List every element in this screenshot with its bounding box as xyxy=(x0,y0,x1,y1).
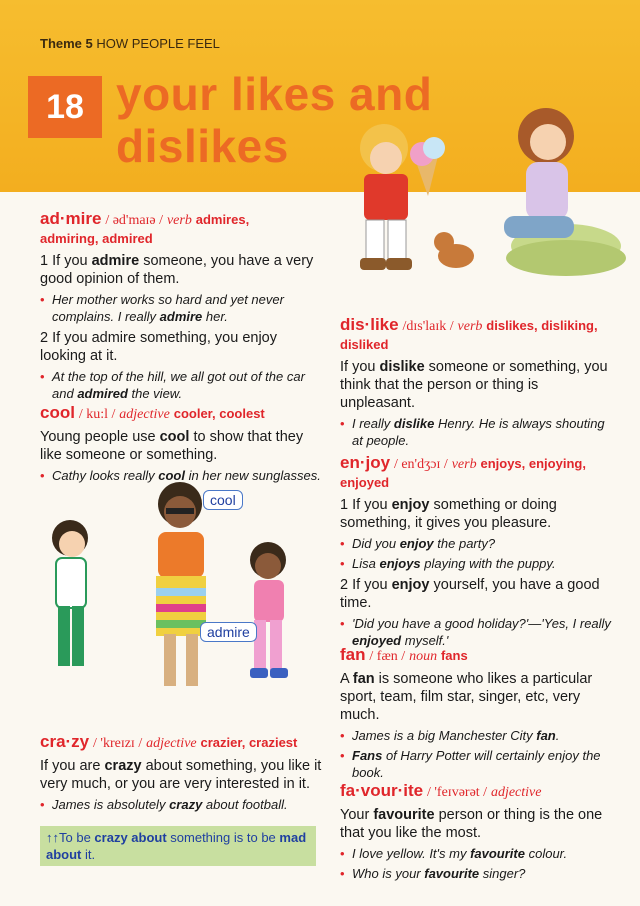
entry-enjoy: en·joy / en'dʒɔɪ / verb enjoys, enjoying, enjoyed 1 If you enjoy something or doing something, it gives you pleasure. • Did you enjoy the party? • Lisa enjoys playing with the puppy. 2 If you enjoy yourself, you have a good time. • 'Did you have a good holiday?'—'Yes, I really enjoyed myself.' xyxy=(340,454,616,652)
speech-bubble-cool: cool xyxy=(203,490,243,510)
headword: en·joy xyxy=(340,453,391,472)
speech-bubble-admire: admire xyxy=(200,622,257,642)
definition: A fan is someone who likes a particular sport, team, film star, singer, etc, very much. xyxy=(340,671,593,723)
girls-illustration xyxy=(40,478,320,706)
entry-dislike: dis·like /dɪs'laɪk / verb dislikes, disliking, disliked If you dislike someone or something, you think that the person or thing is unpleasant. • I really dislike Henry. He is always shouting at people. xyxy=(340,316,616,452)
example: • Fans of Harry Potter will certainly enjoy the book. xyxy=(340,747,616,781)
unit-number: 18 xyxy=(28,76,102,138)
example: • Did you enjoy the party? xyxy=(340,535,616,552)
headword: ad·mire xyxy=(40,209,102,228)
headword: cool xyxy=(40,403,75,422)
page-title: your likes and dislikes xyxy=(116,68,433,172)
example: • I really dislike Henry. He is always shouting at people. xyxy=(340,415,616,449)
definition: If you dislike someone or something, you think that the person or thing is unpleasant. xyxy=(340,359,608,411)
entry-admire: ad·mire / əd'maɪə / verb admires, admiring, admired 1 If you admire someone, you have a very good opinion of them. • Her mother works so hard and yet never complains. I really admire her. 2 If you admire something, you enjoy looking at it. • At the top of the hill, we all got out of the car and admired the view. xyxy=(40,210,322,405)
headword: dis·like xyxy=(340,315,399,334)
headword: fan xyxy=(340,645,366,664)
definition: If you are crazy about something, you like it very much, or you are very interested in it. xyxy=(40,758,322,792)
arrows-icon: ↑↑ xyxy=(46,830,59,845)
example: • Cathy looks really cool in her new sunglasses. xyxy=(40,467,322,484)
example: • I love yellow. It's my favourite colour. xyxy=(340,845,616,862)
ice-cream-illustration xyxy=(336,96,626,296)
headword: fa·vour·ite xyxy=(340,781,424,800)
example: • At the top of the hill, we all got out of the car and admired the view. xyxy=(40,368,322,402)
definition: Your favourite person or thing is the one that you like the most. xyxy=(340,807,603,841)
entry-favourite: fa·vour·ite / 'feɪvərət / adjective Your favourite person or thing is the one that you like the most. • I love yellow. It's my favourite colour. • Who is your favourite singer? xyxy=(340,782,616,885)
example: • Who is your favourite singer? xyxy=(340,865,616,882)
definition: 2 If you admire something, you enjoy looking at it. xyxy=(40,330,277,364)
entry-crazy: cra·zy / 'kreɪzɪ / adjective crazier, craziest If you are crazy about something, you like it very much, or you are very interested in it. • James is absolutely crazy about football. xyxy=(40,733,322,816)
definition: 1 If you enjoy something or doing something, it gives you pleasure. xyxy=(340,497,557,531)
example: • 'Did you have a good holiday?'—'Yes, I really enjoyed myself.' xyxy=(340,615,616,649)
example: • James is a big Manchester City fan. xyxy=(340,727,616,744)
example: • James is absolutely crazy about football. xyxy=(40,796,322,813)
definition: 1 If you admire someone, you have a very good opinion of them. xyxy=(40,253,314,287)
usage-note: ↑↑To be crazy about something is to be mad about it. xyxy=(40,826,316,866)
theme-label: Theme 5 HOW PEOPLE FEEL xyxy=(40,36,220,51)
entry-fan: fan / fæn / noun fans A fan is someone who likes a particular sport, team, film star, singer, etc, very much. • James is a big Manchester City fan. • Fans of Harry Potter will certainly enjoy the book. xyxy=(340,646,616,784)
example: • Lisa enjoys playing with the puppy. xyxy=(340,555,616,572)
headword: cra·zy xyxy=(40,732,90,751)
entry-cool: cool / ku:l / adjective cooler, coolest Young people use cool to show that they like someone or something. • Cathy looks really cool in her new sunglasses. xyxy=(40,404,322,487)
example: • Her mother works so hard and yet never complains. I really admire her. xyxy=(40,291,322,325)
definition: 2 If you enjoy yourself, you have a good time. xyxy=(340,577,600,611)
definition: Young people use cool to show that they like someone or something. xyxy=(40,429,304,463)
